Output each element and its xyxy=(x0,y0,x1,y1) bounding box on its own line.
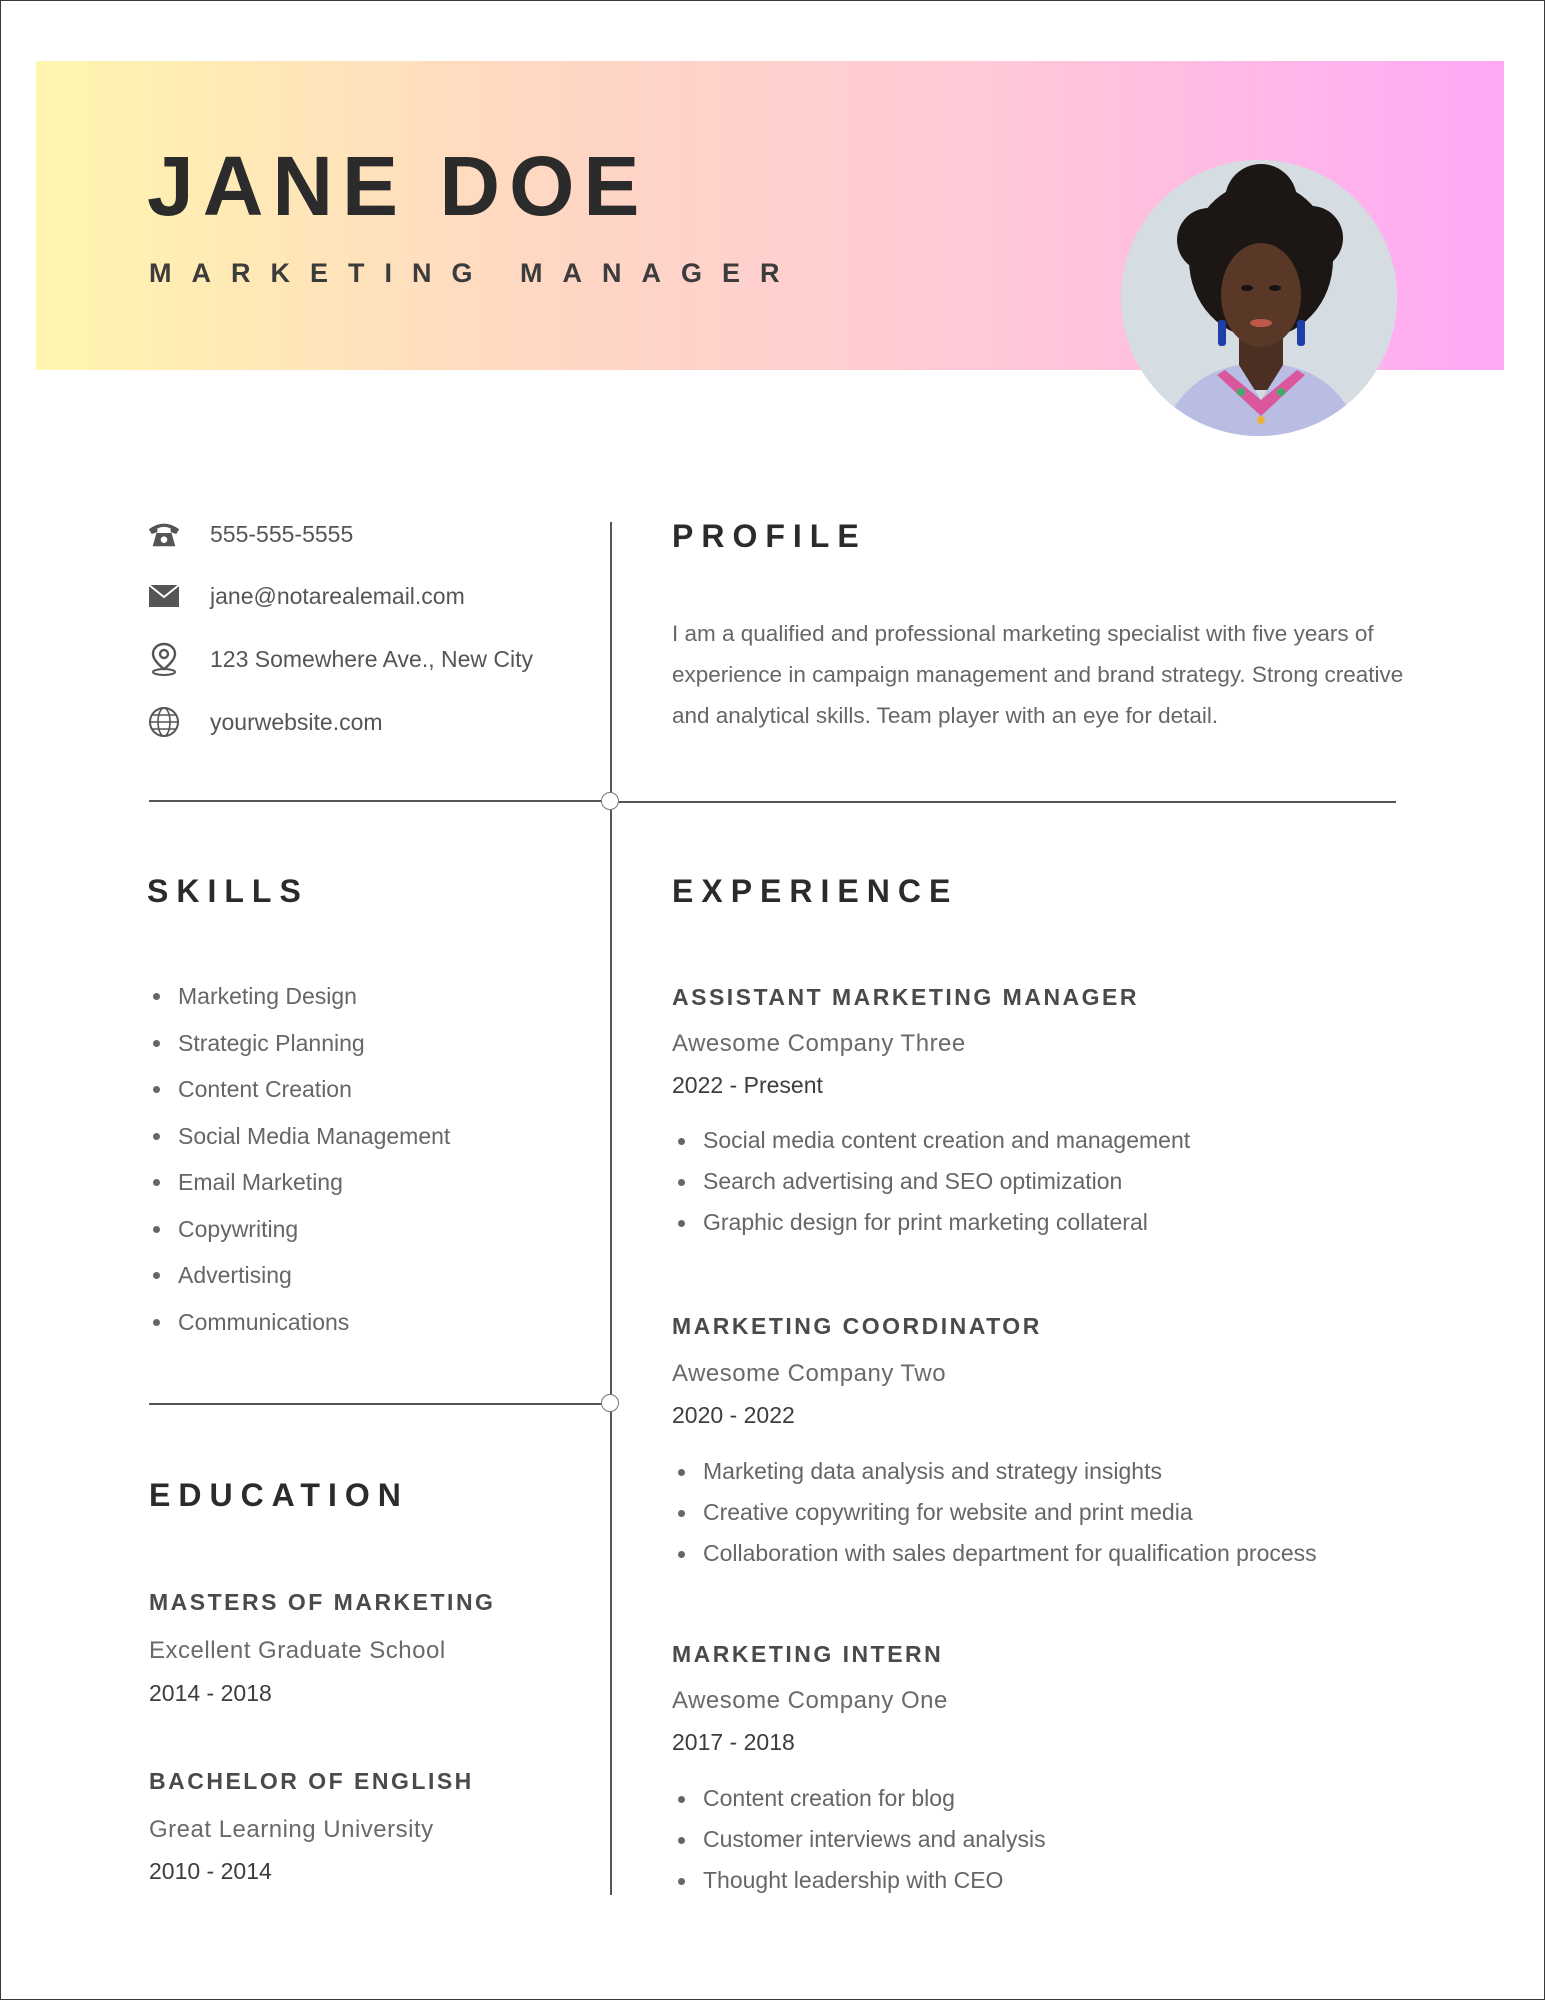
education-heading: EDUCATION xyxy=(149,1477,409,1513)
contact-address-text: 123 Somewhere Ave., New City xyxy=(210,645,534,672)
job-title: ASSISTANT MARKETING MANAGER xyxy=(672,984,1140,1010)
skill-item: Marketing Design xyxy=(147,973,450,1020)
profile-text: I am a qualified and professional marketing specialist with five years of experience in campaign management and brand strategy. Strong creative and analytical skills. Team player with an eye for detail. xyxy=(672,621,1404,728)
globe-icon xyxy=(147,705,181,739)
education-school: Great Learning University xyxy=(149,1816,434,1843)
education-degree: MASTERS OF MARKETING xyxy=(149,1589,496,1615)
job-bullet: Creative copywriting for website and print media xyxy=(672,1492,1317,1533)
location-pin-icon xyxy=(147,642,181,676)
divider-node-top xyxy=(601,792,619,810)
skill-item: Copywriting xyxy=(147,1206,450,1253)
mail-icon xyxy=(147,579,181,613)
skills-heading: SKILLS xyxy=(147,873,309,909)
contact-website xyxy=(147,704,383,740)
contact-email xyxy=(147,578,465,614)
skills-list xyxy=(147,973,450,1345)
job-bullets xyxy=(672,1120,1190,1243)
contact-email-text[interactable]: jane@notarealemail.com xyxy=(210,582,465,609)
skill-item: Email Marketing xyxy=(147,1159,450,1206)
contact-phone-text[interactable]: 555-555-5555 xyxy=(210,520,354,547)
candidate-title: MARKETING MANAGER xyxy=(149,258,800,288)
job-dates: 2022 - Present xyxy=(672,1072,823,1098)
job-bullet: Search advertising and SEO optimization xyxy=(672,1161,1190,1202)
horizontal-divider-profile xyxy=(611,801,1396,803)
portrait-illustration xyxy=(1121,160,1397,436)
job-bullet: Thought leadership with CEO xyxy=(672,1860,1046,1901)
skill-item: Strategic Planning xyxy=(147,1020,450,1067)
skill-item: Social Media Management xyxy=(147,1113,450,1160)
divider-node-bottom xyxy=(601,1394,619,1412)
vertical-divider xyxy=(610,522,612,1895)
horizontal-divider-skills xyxy=(149,1403,611,1405)
education-dates: 2010 - 2014 xyxy=(149,1858,272,1884)
job-bullets xyxy=(672,1778,1046,1901)
skill-item: Content Creation xyxy=(147,1066,450,1113)
phone-icon xyxy=(147,517,181,551)
job-bullet: Collaboration with sales department for qualification process xyxy=(672,1533,1317,1574)
job-company: Awesome Company Three xyxy=(672,1030,966,1057)
job-bullet: Graphic design for print marketing collateral xyxy=(672,1202,1190,1243)
job-dates: 2017 - 2018 xyxy=(672,1729,795,1755)
profile-heading: PROFILE xyxy=(672,518,867,554)
job-bullets xyxy=(672,1451,1317,1574)
candidate-name: JANE DOE xyxy=(147,139,649,233)
contact-website-text[interactable]: yourwebsite.com xyxy=(210,708,383,735)
skill-item: Communications xyxy=(147,1299,450,1346)
job-bullet: Social media content creation and management xyxy=(672,1120,1190,1161)
job-title: MARKETING INTERN xyxy=(672,1641,944,1667)
education-school: Excellent Graduate School xyxy=(149,1637,446,1664)
contact-phone xyxy=(147,516,353,552)
education-degree: BACHELOR OF ENGLISH xyxy=(149,1768,474,1794)
horizontal-divider-contact xyxy=(149,800,611,802)
job-dates: 2020 - 2022 xyxy=(672,1402,795,1428)
job-title: MARKETING COORDINATOR xyxy=(672,1313,1042,1339)
experience-heading: EXPERIENCE xyxy=(672,873,959,909)
job-company: Awesome Company Two xyxy=(672,1360,947,1387)
profile-photo xyxy=(1121,160,1397,436)
skill-item: Advertising xyxy=(147,1252,450,1299)
job-bullet: Marketing data analysis and strategy insights xyxy=(672,1451,1317,1492)
contact-address xyxy=(147,641,533,677)
job-bullet: Customer interviews and analysis xyxy=(672,1819,1046,1860)
job-bullet: Content creation for blog xyxy=(672,1778,1046,1819)
education-dates: 2014 - 2018 xyxy=(149,1680,272,1706)
job-company: Awesome Company One xyxy=(672,1687,948,1714)
